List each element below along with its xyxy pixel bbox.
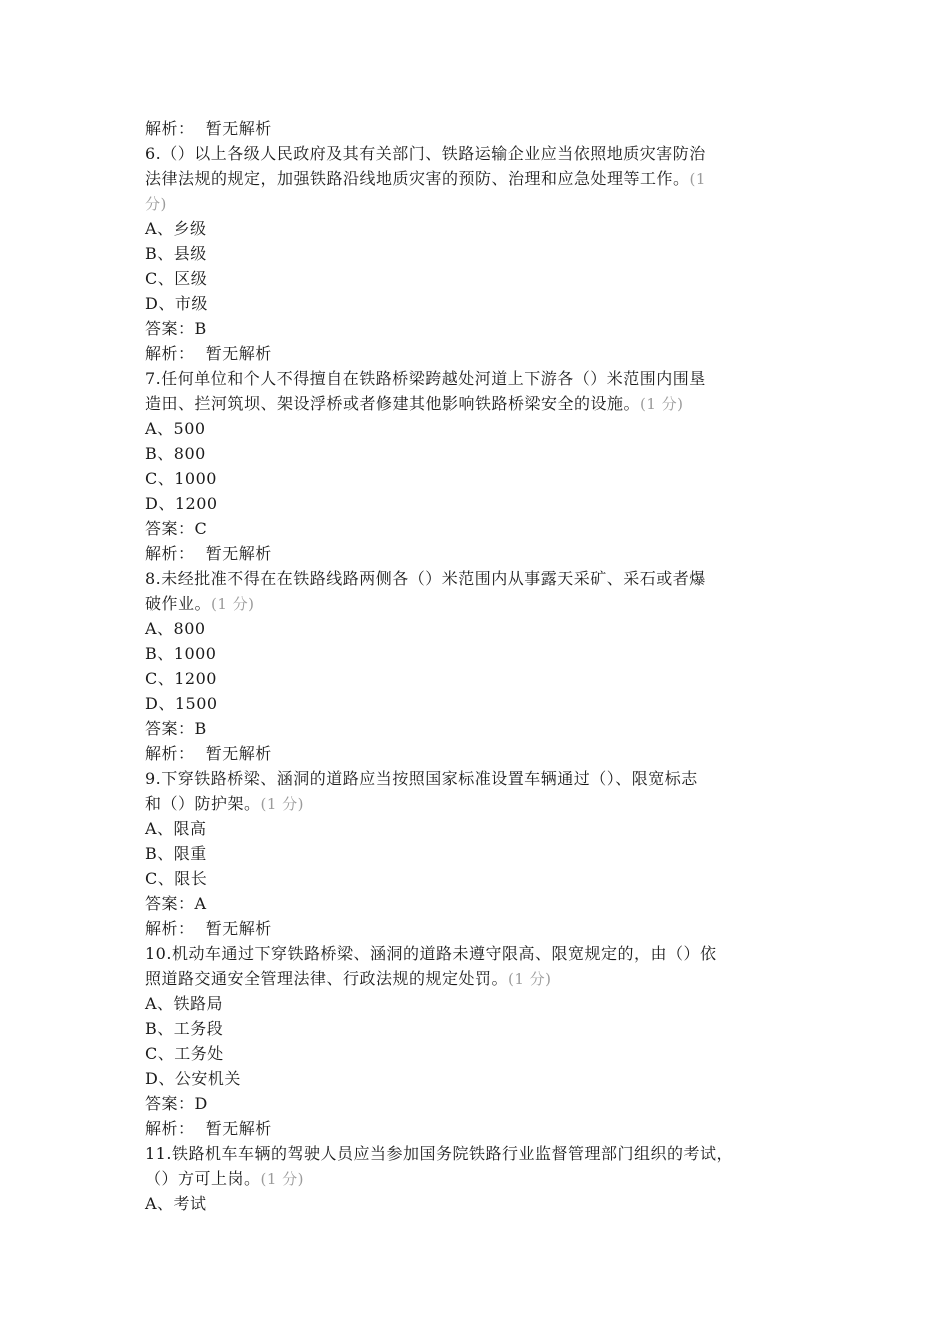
- option-d: D、1200: [145, 494, 218, 513]
- option-c: C、工务处: [145, 1044, 224, 1063]
- question-score: (1 分): [260, 795, 305, 813]
- question-score: (1 分): [211, 595, 255, 613]
- question-text-line: （）方可上岗。(1 分): [145, 1169, 305, 1188]
- option-c: C、限长: [145, 869, 208, 888]
- answer-label: 答案：: [145, 319, 195, 338]
- question-text-line: 和（）防护架。(1 分): [145, 794, 305, 813]
- question-text-line: 照道路交通安全管理法律、行政法规的规定处罚。(1 分): [145, 969, 552, 988]
- analysis-line: [145, 341, 815, 366]
- answer-line: [145, 716, 815, 741]
- question-score: (1 分): [260, 1170, 305, 1188]
- analysis-line: [145, 916, 815, 941]
- option-a: A、铁路局: [145, 994, 224, 1013]
- question-score: (1: [689, 170, 706, 188]
- analysis-label: 解析：: [145, 919, 195, 938]
- option-b: B、工务段: [145, 1019, 224, 1038]
- answer-value: A: [194, 894, 207, 913]
- option-d: D、1500: [145, 694, 218, 713]
- analysis-text: 暂无解析: [205, 919, 272, 938]
- option-c: C、1200: [145, 669, 217, 688]
- option-c: C、区级: [145, 269, 208, 288]
- question-10: [145, 941, 815, 1141]
- analysis-text: 暂无解析: [205, 344, 272, 363]
- analysis-text: 暂无解析: [205, 744, 272, 763]
- option-a: A、乡级: [145, 219, 207, 238]
- question-score-continued: 分): [145, 195, 167, 213]
- question-text-line: 破作业。(1 分): [145, 594, 255, 613]
- answer-line: [145, 1091, 815, 1116]
- answer-value: B: [194, 719, 207, 738]
- question-text-line: 8.未经批准不得在在铁路线路两侧各（）米范围内从事露天采矿、采石或者爆: [145, 569, 706, 588]
- answer-value: D: [194, 1094, 208, 1113]
- document-page: [145, 116, 815, 1216]
- analysis-line: [145, 541, 815, 566]
- option-d: D、公安机关: [145, 1069, 241, 1088]
- option-b: B、1000: [145, 644, 217, 663]
- analysis-line: [145, 741, 815, 766]
- question-text-line: 9.下穿铁路桥梁、涵洞的道路应当按照国家标准设置车辆通过（）、限宽标志: [145, 769, 698, 788]
- analysis-text: 暂无解析: [205, 119, 272, 138]
- question-text-line: 7.任何单位和个人不得擅自在铁路桥梁跨越处河道上下游各（）米范围内围垦: [145, 369, 706, 388]
- question-6: [145, 141, 815, 366]
- option-c: C、1000: [145, 469, 217, 488]
- analysis-label: 解析：: [145, 119, 195, 138]
- question-11: [145, 1141, 815, 1216]
- analysis-text: 暂无解析: [205, 544, 272, 563]
- analysis-text: 暂无解析: [205, 1119, 272, 1138]
- option-a: A、500: [145, 419, 206, 438]
- question-score: (1 分): [508, 970, 552, 988]
- option-a: A、考试: [145, 1194, 207, 1213]
- question-text-line: 法律法规的规定，加强铁路沿线地质灾害的预防、治理和应急处理等工作。(1: [145, 169, 706, 188]
- option-a: A、限高: [145, 819, 207, 838]
- question-score: (1 分): [640, 395, 684, 413]
- answer-line: [145, 891, 815, 916]
- question-7: [145, 366, 815, 566]
- answer-value: B: [194, 319, 207, 338]
- question-9: [145, 766, 815, 941]
- answer-label: 答案：: [145, 519, 195, 538]
- option-d: D、市级: [145, 294, 208, 313]
- question-text-line: 造田、拦河筑坝、架设浮桥或者修建其他影响铁路桥梁安全的设施。(1 分): [145, 394, 684, 413]
- analysis-label: 解析：: [145, 1119, 195, 1138]
- answer-label: 答案：: [145, 894, 195, 913]
- option-b: B、800: [145, 444, 206, 463]
- question-text-line: 11.铁路机车车辆的驾驶人员应当参加国务院铁路行业监督管理部门组织的考试，: [145, 1144, 733, 1163]
- option-b: B、县级: [145, 244, 207, 263]
- analysis-line: [145, 116, 815, 141]
- analysis-label: 解析：: [145, 344, 195, 363]
- answer-value: C: [194, 519, 208, 538]
- analysis-label: 解析：: [145, 744, 195, 763]
- option-a: A、800: [145, 619, 206, 638]
- answer-label: 答案：: [145, 1094, 195, 1113]
- analysis-line: [145, 1116, 815, 1141]
- answer-line: [145, 316, 815, 341]
- option-b: B、限重: [145, 844, 207, 863]
- analysis-label: 解析：: [145, 544, 195, 563]
- answer-line: [145, 516, 815, 541]
- question-8: [145, 566, 815, 766]
- answer-label: 答案：: [145, 719, 195, 738]
- question-text-line: 10.机动车通过下穿铁路桥梁、涵洞的道路未遵守限高、限宽规定的，由（）依: [145, 944, 717, 963]
- question-text-line: 6.（）以上各级人民政府及其有关部门、铁路运输企业应当依照地质灾害防治: [145, 144, 706, 163]
